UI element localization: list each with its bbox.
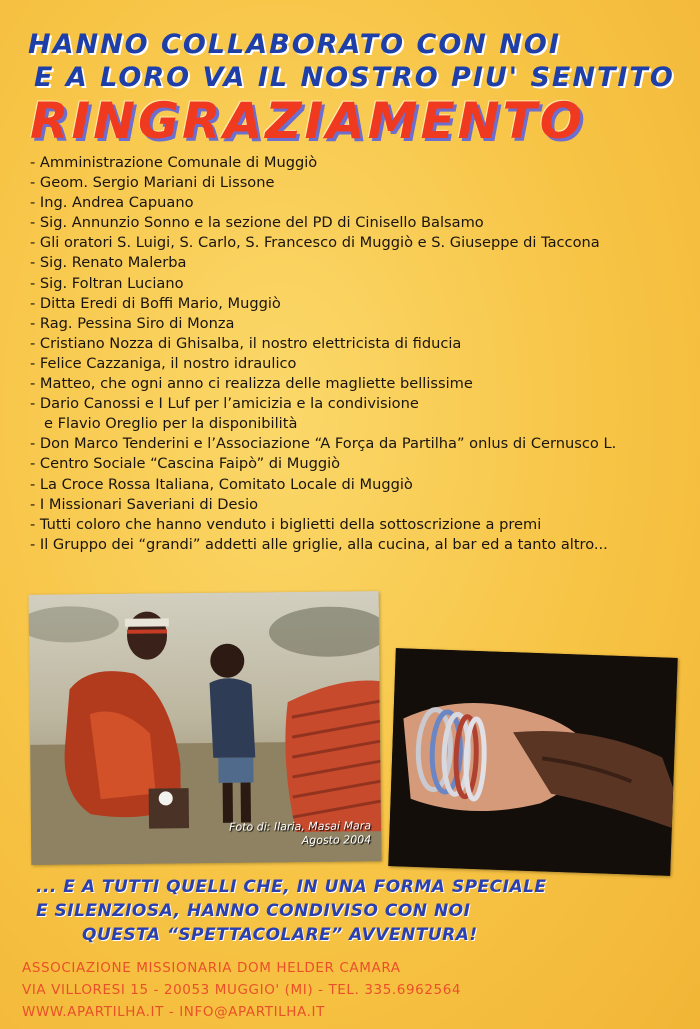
list-item: - Amministrazione Comunale di Muggiò [30,154,318,171]
list-item: - La Croce Rossa Italiana, Comitato Locale di Muggiò [30,475,413,493]
closing-line-2: E SILENZIOSA, HANNO CONDIVISO CON NOI [36,901,471,921]
thanks-list [30,153,690,555]
list-item: - Sig. Foltran Luciano [30,274,184,292]
photo-caption [229,819,371,848]
list-item: - Don Marco Tenderini e l’Associazione “A Força da Partilha” onlus di Cernusco L. [30,435,617,453]
closing-line-3: QUESTA “SPETTACOLARE” AVVENTURA! [82,925,478,945]
hands-photo [388,648,677,876]
list-item: - Il Gruppo dei “grandi” addetti alle griglie, alla cucina, al bar ed a tanto altro... [30,535,608,553]
list-item-continuation: e Flavio Oreglio per la disponibilità [44,415,298,433]
footer-address: VIA VILLORESI 15 - 20053 MUGGIO' (MI) - TEL. 335.6962564 [22,982,462,998]
list-item: - Sig. Renato Malerba [30,254,187,272]
list-item: - Ditta Eredi di Boffi Mario, Muggiò [30,294,281,312]
list-item: - Rag. Pessina Siro di Monza [30,314,235,332]
list-item: - Centro Sociale “Cascina Faipò” di Muggiò [30,455,341,473]
photo-caption-line-2: Agosto 2004 [301,833,372,847]
list-item: - Sig. Annunzio Sonno e la sezione del PD di Cinisello Balsamo [30,214,484,232]
list-item: - Matteo, che ogni anno ci realizza delle magliette bellissime [30,375,473,393]
footer-org: ASSOCIAZIONE MISSIONARIA DOM HELDER CAMARA [22,960,401,976]
masai-photo [29,591,382,865]
list-item: - Geom. Sergio Mariani di Lissone [30,174,275,192]
list-item: - I Missionari Saveriani di Desio [30,495,259,513]
hands-photo-illustration [388,648,677,876]
list-item: - Felice Cazzaniga, il nostro idraulico [30,354,297,372]
list-item: - Ing. Andrea Capuano [30,194,194,212]
closing-line-1: ... E A TUTTI QUELLI CHE, IN UNA FORMA SPECIALE [36,877,547,897]
header-line-1: HANNO COLLABORATO CON NOI [28,29,561,60]
footer-web: WWW.APARTILHA.IT - INFO@APARTILHA.IT [22,1004,325,1020]
header [28,28,678,94]
closing-message [36,875,676,947]
list-item: - Dario Canossi e I Luf per l’amicizia e la condivisione [30,395,419,413]
list-item: - Tutti coloro che hanno venduto i biglietti della sottoscrizione a premi [30,515,542,533]
list-item: - Cristiano Nozza di Ghisalba, il nostro elettricista di fiducia [30,334,462,352]
footer [22,957,682,1023]
page-title: RINGRAZIAMENTO [30,92,586,150]
header-line-2: E A LORO VA IL NOSTRO PIU' SENTITO [34,62,675,93]
list-item: - Gli oratori S. Luigi, S. Carlo, S. Francesco di Muggiò e S. Giuseppe di Taccona [30,234,600,252]
photo-caption-line-1: Foto di: Ilaria, Masai Mara [229,819,372,834]
